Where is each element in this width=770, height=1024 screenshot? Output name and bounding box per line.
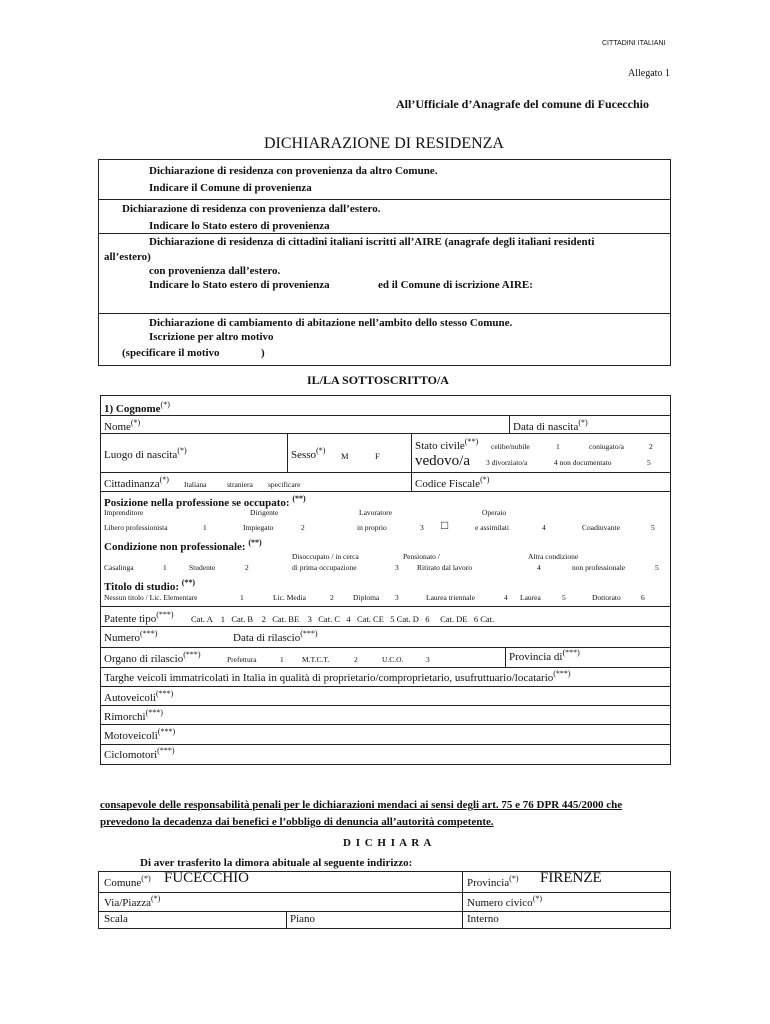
comune-value[interactable]: FUCECCHIO [164,870,250,886]
field-data-nascita[interactable] [513,418,588,433]
field-rimorchi[interactable] [104,708,163,723]
row-divider [100,724,671,725]
addressee: All’Ufficiale d’Anagrafe del comune di Fucecchio [396,97,649,111]
patente-tipo-label: Patente tipo [104,613,157,625]
studio-dottorato[interactable]: Dottorato [592,593,621,602]
autoveicoli-label: Autoveicoli [104,692,156,704]
numero-civico-label: Numero civico [467,897,533,909]
allegato-label: Allegato 1 [628,68,670,79]
field-via[interactable] [104,894,160,909]
targhe-title [104,669,571,684]
row-divider [100,686,671,687]
cond-pensionato-line1[interactable]: Pensionato / [403,552,440,561]
studio-triennale[interactable]: Laurea triennale [426,593,475,602]
prof-assimilati[interactable]: e assimilati [475,523,509,532]
option-altro-motivo-spec: (specificare il motivo [122,347,220,359]
col-divider [509,415,510,433]
field-motoveicoli[interactable] [104,727,175,742]
professione-title-text: Posizione nella professione se occupato: [104,497,290,509]
cond-altra-line1[interactable]: Altra condizione [528,552,579,561]
studio-n3: 3 [395,593,399,602]
cittadinanza-label: Cittadinanza [104,478,160,490]
stato-celibe-option[interactable]: celibe/nubile [491,442,530,451]
mark: (**) [181,578,196,587]
mark: (**) [464,437,479,446]
stato-divorziato-option[interactable]: 3 divorziato/a [486,458,528,467]
field-patente-tipo[interactable] [104,610,174,625]
field-luogo-nascita[interactable] [104,446,187,461]
cond-disoccupato-line2: di prima occupazione [292,563,357,572]
prof-n4: 4 [542,523,546,532]
ciclomotori-label: Ciclomotori [104,749,158,761]
option-estero-detail: Indicare lo Stato estero di provenienza [149,220,330,232]
organo-p1: 1 [280,655,284,664]
prof-n2: 2 [301,523,305,532]
mark: (***) [156,610,174,619]
field-nome[interactable] [104,418,140,433]
section-title: IL/LA SOTTOSCRITTO/A [307,373,449,387]
comune-label: Comune [104,877,142,889]
cond-pensionato-line2: Ritirato dal lavoro [417,563,472,572]
row-divider [100,415,671,416]
cittadinanza-italiana-option[interactable]: Italiana [184,480,207,489]
cond-studente[interactable]: Studente [189,563,216,572]
row-divider [100,491,671,492]
mark: (***) [157,727,176,736]
field-piano[interactable]: Piano [290,913,316,925]
prof-n3: 3 [420,523,424,532]
page-title: DICHIARAZIONE DI RESIDENZA [264,135,504,152]
mark: (*) [532,894,543,903]
data-nascita-label: Data di nascita [513,421,579,433]
studio-n5: 5 [562,593,566,602]
luogo-nascita-label: Luogo di nascita [104,449,178,461]
provincia-value[interactable]: FIRENZE [540,870,602,886]
studio-laurea[interactable]: Laurea [520,593,541,602]
organo-mctc[interactable]: M.T.C.T. [302,655,330,664]
cittadinanza-specificare: specificare [268,480,301,489]
consapevole-line2: prevedono la decadenza dai benefici e l’obbligo di denuncia all’autorità competente. [100,816,494,828]
field-organo-rilascio[interactable] [104,650,201,665]
option-aire-line4: Indicare lo Stato estero di provenienza [149,279,330,291]
mark: (***) [145,708,163,717]
provincia-rilascio-label: Provincia di [509,651,563,663]
option-altro-comune-detail: Indicare il Comune di provenienza [149,182,312,194]
option-aire-line2: all’estero) [104,251,151,263]
cond-n3: 3 [395,563,399,572]
studio-n4: 4 [504,593,508,602]
cond-n5: 5 [655,563,659,572]
stato-celibe-number: 1 [556,442,560,451]
field-autoveicoli[interactable] [104,689,173,704]
col-divider [287,433,288,472]
studio-title-text: Titolo di studio: [104,581,179,593]
row-divider [98,911,671,912]
patente-numero-label: Numero [104,632,141,644]
prof-impiegato[interactable]: Impiegato [243,523,274,532]
field-numero-civico[interactable] [467,894,542,909]
dichiara-intro: Di aver trasferito la dimora abituale al seguente indirizzo: [140,857,413,869]
header-tag: CITTADINI ITALIANI [602,40,666,47]
via-label: Via/Piazza [104,897,151,909]
field-comune[interactable] [104,874,151,889]
options-divider [98,199,671,200]
field-provincia[interactable] [467,874,519,889]
cittadinanza-straniera-option[interactable]: straniera [227,480,253,489]
studio-diploma[interactable]: Diploma [353,593,380,602]
professione-title [104,494,306,509]
cognome-label: 1) Cognome [104,403,161,415]
organo-prefettura[interactable]: Prefettura [227,655,257,664]
col-divider [286,911,287,929]
mark: (**) [292,494,306,503]
rimorchi-label: Rimorchi [104,711,146,723]
option-aire-line4b: ed il Comune di iscrizione AIRE: [378,279,533,291]
option-aire[interactable]: Dichiarazione di residenza di cittadini italiani iscritti all’AIRE (anagrafe degli italiani residenti [149,236,595,248]
targhe-title-text: Targhe veicoli immatricolati in Italia in qualità di proprietario/comproprietario, usufruttuario/locatario [104,672,554,684]
option-estero[interactable]: Dichiarazione di residenza con provenienza dall’estero. [122,203,381,215]
mark: (***) [155,689,174,698]
prof-lavoratore[interactable]: Lavoratore [359,508,392,517]
mark: (*) [130,418,141,427]
field-codice-fiscale[interactable] [415,475,489,490]
prof-operaio[interactable]: Operaio [482,508,507,517]
studio-n6: 6 [641,593,645,602]
options-divider [98,233,671,234]
option-altro-comune[interactable]: Dichiarazione di residenza con provenienza da altro Comune. [149,165,438,177]
field-provincia-rilascio[interactable] [509,648,580,663]
option-cambio-abitazione[interactable]: Dichiarazione di cambiamento di abitazione nell’ambito dello stesso Comune. [149,317,513,329]
organo-rilascio-label: Organo di rilascio [104,653,184,665]
col-divider [462,871,463,929]
row-divider [100,606,671,607]
checkbox-icon[interactable]: □ [441,518,449,532]
stato-coniugato-number: 2 [649,442,653,451]
studio-media[interactable]: Lic. Media [273,593,306,602]
col-divider [505,647,506,667]
mark: (***) [183,650,201,659]
row-divider [100,744,671,745]
mark: (***) [300,629,318,638]
option-aire-line3: con provenienza dall’estero. [149,265,281,277]
row-divider [100,626,671,627]
mark: (*) [578,418,588,427]
provincia-label: Provincia [467,877,510,889]
field-stato-civile[interactable] [415,437,478,452]
mark: (*) [160,400,170,409]
nome-label: Nome [104,421,131,433]
dichiara-title: D I C H I A R A [343,837,433,849]
mark: (*) [316,446,326,455]
mark: (***) [157,746,175,755]
prof-dirigente[interactable]: Dirigente [250,508,279,517]
mark: (*) [150,894,161,903]
col-divider [411,433,412,491]
condizione-title [104,538,262,553]
field-ciclomotori[interactable] [104,746,175,761]
stato-vedovo-option[interactable]: vedovo/a [415,453,470,469]
mark: (*) [177,446,187,455]
field-cognome[interactable] [104,400,170,415]
option-altro-motivo[interactable]: Iscrizione per altro motivo [149,331,274,343]
prof-libero[interactable]: Libero professionista [104,523,168,532]
data-rilascio-label: Data di rilascio [233,632,301,644]
field-scala[interactable]: Scala [104,913,128,925]
row-divider [98,892,671,893]
prof-imprenditore[interactable]: Imprenditore [104,508,144,517]
cond-n1: 1 [163,563,167,572]
field-sesso[interactable] [291,446,325,461]
row-divider [100,667,671,668]
sesso-label: Sesso [291,449,317,461]
studio-nessun[interactable]: Nessun titolo / Lic. Elementare [104,593,198,602]
row-divider [100,647,671,648]
mark: (*) [141,874,151,883]
field-patente-data-rilascio[interactable] [233,629,318,644]
field-cittadinanza[interactable] [104,475,169,490]
mark: (***) [553,669,571,678]
studio-n2: 2 [330,593,334,602]
prof-n5: 5 [651,523,655,532]
mark: (*) [509,874,519,883]
patente-categorie[interactable]: Cat. A 1 Cat. B 2 Cat. BE 3 Cat. C 4 Cat. CE 5 Cat. D 6 Cat. DE 6 Cat. [191,614,495,624]
options-divider [98,313,671,314]
stato-non-documentato-number: 5 [647,458,651,467]
cond-n4: 4 [537,563,541,572]
sesso-m-option[interactable]: M [341,451,349,461]
condizione-title-text: Condizione non professionale: [104,541,246,553]
stato-civile-label: Stato civile [415,440,465,452]
row-divider [100,705,671,706]
prof-coadiuvante[interactable]: Coadiuvante [582,523,620,532]
studio-n1: 1 [240,593,244,602]
sesso-f-option[interactable]: F [375,451,380,461]
consapevole-line1: consapevole delle responsabilità penali per le dichiarazioni mendaci ai sensi degli art. 75 e 76 DPR 445/2000 che [100,799,623,811]
cond-altra-line2: non professionale [572,563,626,572]
organo-uco[interactable]: U.C.O. [382,655,404,664]
cond-n2: 2 [245,563,249,572]
organo-p3: 3 [426,655,430,664]
mark: (*) [480,475,490,484]
mark: (***) [562,648,580,657]
codice-fiscale-label: Codice Fiscale [415,478,481,490]
prof-n1: 1 [203,523,207,532]
mark: (**) [248,538,262,547]
prof-in-proprio[interactable]: in proprio [357,523,387,532]
stato-coniugato-option[interactable]: coniugato/a [589,442,624,451]
field-patente-numero[interactable] [104,629,157,644]
cond-disoccupato-line1[interactable]: Disoccupato / in cerca [292,552,359,561]
stato-non-documentato-option[interactable]: 4 non documentato [554,458,612,467]
organo-p2: 2 [354,655,358,664]
mark: (***) [140,629,158,638]
option-altro-motivo-close: ) [261,347,265,359]
row-divider [100,472,671,473]
mark: (*) [159,475,169,484]
cond-casalinga[interactable]: Casalinga [104,563,134,572]
field-interno[interactable]: Interno [467,913,499,925]
row-divider [100,433,671,434]
studio-title [104,578,195,593]
motoveicoli-label: Motoveicoli [104,730,158,742]
